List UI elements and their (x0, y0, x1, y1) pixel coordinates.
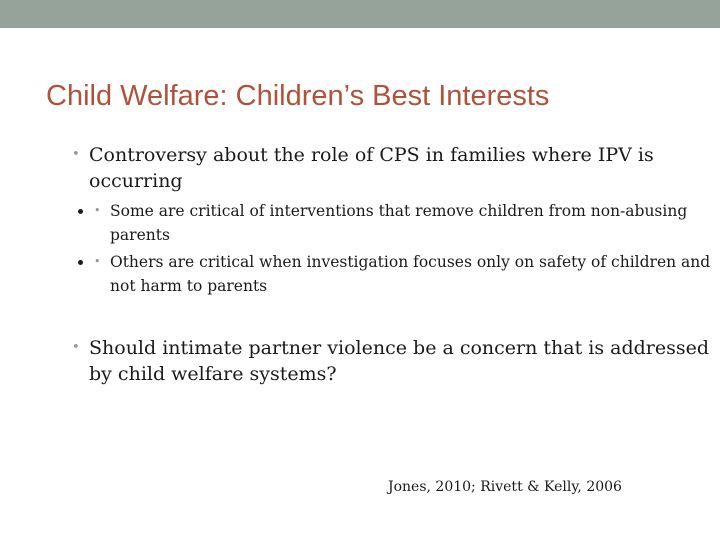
slide-body (72, 142, 712, 387)
sub-bullet-2: • • Others are critical when investigation focuses only on safety of children and not harm to parents (94, 250, 712, 298)
bullet-1-subpoints (94, 199, 712, 298)
slide-title: Child Welfare: Children’s Best Interests (46, 80, 550, 112)
sub-bullet-1: • • Some are critical of interventions that remove children from non-abusing parents (94, 199, 712, 247)
top-accent-bar (0, 0, 720, 28)
spacer (72, 301, 712, 335)
citation: Jones, 2010; Rivett & Kelly, 2006 (388, 479, 622, 495)
bullet-2: • Should intimate partner violence be a concern that is addressed by child welfare systems? (72, 335, 712, 387)
bullet-1: • Controversy about the role of CPS in families where IPV is occurring (72, 142, 712, 194)
